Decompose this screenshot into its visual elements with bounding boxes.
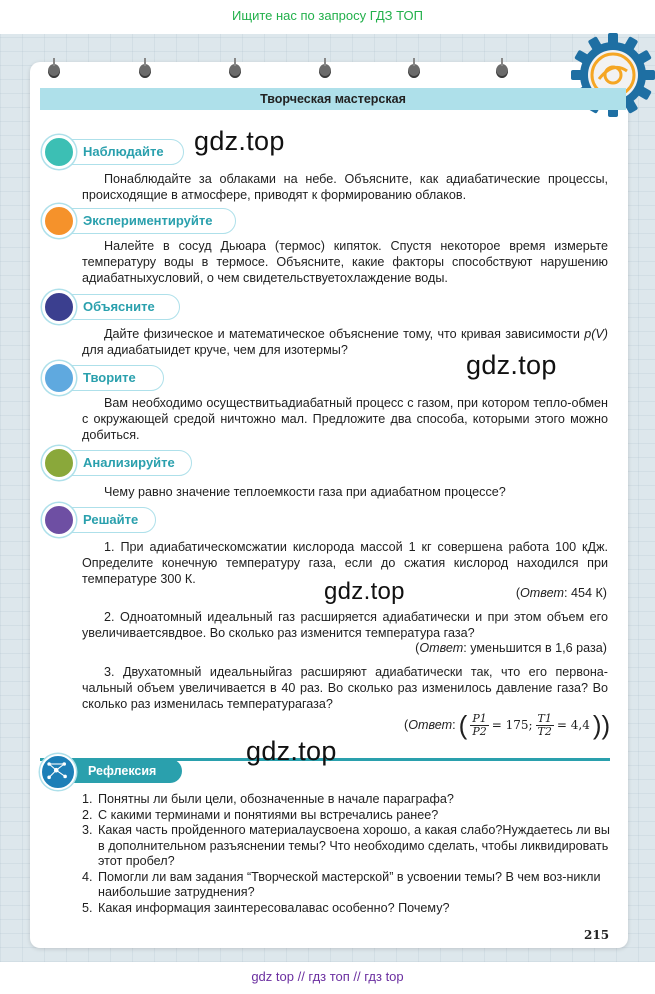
watermark: gdz.top xyxy=(246,736,337,766)
solve-circle-icon xyxy=(42,503,76,537)
experiment-text: Налейте в сосуд Дьюара (термос) кипяток. Спустя некоторое время измерьте температуру воды в термосе. Объясните, какие факторы способствуют нарушению адиабатныхусловий, о чем свидетельствуетохлаждение воды. xyxy=(82,239,608,285)
section-title: Творческая мастерская xyxy=(40,88,626,110)
reflection-list xyxy=(82,792,610,916)
watermark: gdz.top xyxy=(194,126,285,156)
binder-ring-icon xyxy=(48,64,60,78)
reflection-title: Рефлексия xyxy=(70,759,182,783)
problem-2: 2. Одноатомный идеальный газ расширяется адиабатически и при этом объем его увеличиваетсявдвое. Во сколько раз изменится температура газа? xyxy=(82,610,608,640)
network-icon xyxy=(40,754,76,790)
analyze-circle-icon xyxy=(42,446,76,480)
create-circle-icon xyxy=(42,361,76,395)
experiment-circle-icon xyxy=(42,204,76,238)
create-text: Вам необходимо осуществитьадиабатный процесс с газом, при котором тепло-обмен с окружающей средой ничтожно мал. Предложите два способа, которыми этого можно добиться. xyxy=(82,396,608,442)
observe-text: Понаблюдайте за облаками на небе. Объясните, как адиабатические процессы, происходящие в атмосфере, приводят к формированию облаков. xyxy=(82,172,608,202)
pressure-ratio: $\frac{P1}{P2}$ xyxy=(472,711,487,738)
list-item: 2. С какими терминами и понятиями вы встречались ранее? xyxy=(82,807,439,822)
answer-2: (Ответ: уменьшится в 1,6 раза) xyxy=(415,641,607,655)
analyze-text: Чему равно значение теплоемкости газа при адиабатном процессе? xyxy=(104,485,506,499)
binder-ring-icon xyxy=(139,64,151,78)
problem-3: 3. Двухатомный идеальныйгаз расширяют адиабатически так, что его первона-чальный объем увеличивается в 40 раз. Во сколько раз изменилось давление газа? Во сколько раз изменилась температурагаза? xyxy=(82,665,608,711)
list-item: 1. Понятны ли были цели, обозначенные в начале параграфа? xyxy=(82,792,454,806)
explain-circle-icon xyxy=(42,290,76,324)
binder-ring-icon xyxy=(408,64,420,78)
bottom-banner: gdz top // гдз топ // гдз top xyxy=(251,969,404,984)
watermark: gdz.top xyxy=(324,578,405,605)
problem-1: 1. При адиабатическомсжатии кислорода массой 1 кг совершена работа 100 кДж. Определите конечную температуру газа, если до сжатия кислород находился при температуре 300 К. xyxy=(82,540,608,586)
label-solve: Решайте xyxy=(44,507,156,533)
watermark: gdz.top xyxy=(466,350,557,380)
page-number: 215 xyxy=(584,928,610,942)
binder-ring-icon xyxy=(496,64,508,78)
label-analyze: Анализируйте xyxy=(44,450,192,476)
label-create: Творите xyxy=(44,365,164,391)
answer-3: (Ответ: ( $\frac{P1}{P2}$ = 175; $\frac{T1}{T2}$ = 4,4 )) xyxy=(404,710,611,740)
binder-ring-icon xyxy=(319,64,331,78)
explain-text: Дайте физическое и математическое объяснение тому, что кривая зависимости p(V) для адиабатыидет круче, чем для изотермы? xyxy=(82,327,608,357)
label-experiment: Экспериментируйте xyxy=(44,208,236,234)
list-item: 4. Помогли ли вам задания “Творческой мастерской” в усвоении темы? В чем воз-никли наибольшие затруднения? xyxy=(82,869,601,899)
temperature-ratio: $\frac{T1}{T2}$ xyxy=(537,711,552,738)
top-banner: Ищите нас по запросу ГДЗ ТОП xyxy=(232,8,423,23)
observe-circle-icon xyxy=(42,135,76,169)
binder-ring-icon xyxy=(229,64,241,78)
label-observe: Наблюдайте xyxy=(44,139,184,165)
answer-1: (Ответ: 454 К) xyxy=(515,586,607,600)
label-explain: Объясните xyxy=(44,294,180,320)
list-item: 5. Какая информация заинтересовалавас особенно? Почему? xyxy=(82,900,450,915)
list-item: 3. Какая часть пройденного материалаусвоена хорошо, а какая слабо?Нуждаетесь ли вы в дополнительном разъяснении темы? Что необходимо сделать, чтобы ликвидировать этот пробел? xyxy=(82,823,610,868)
